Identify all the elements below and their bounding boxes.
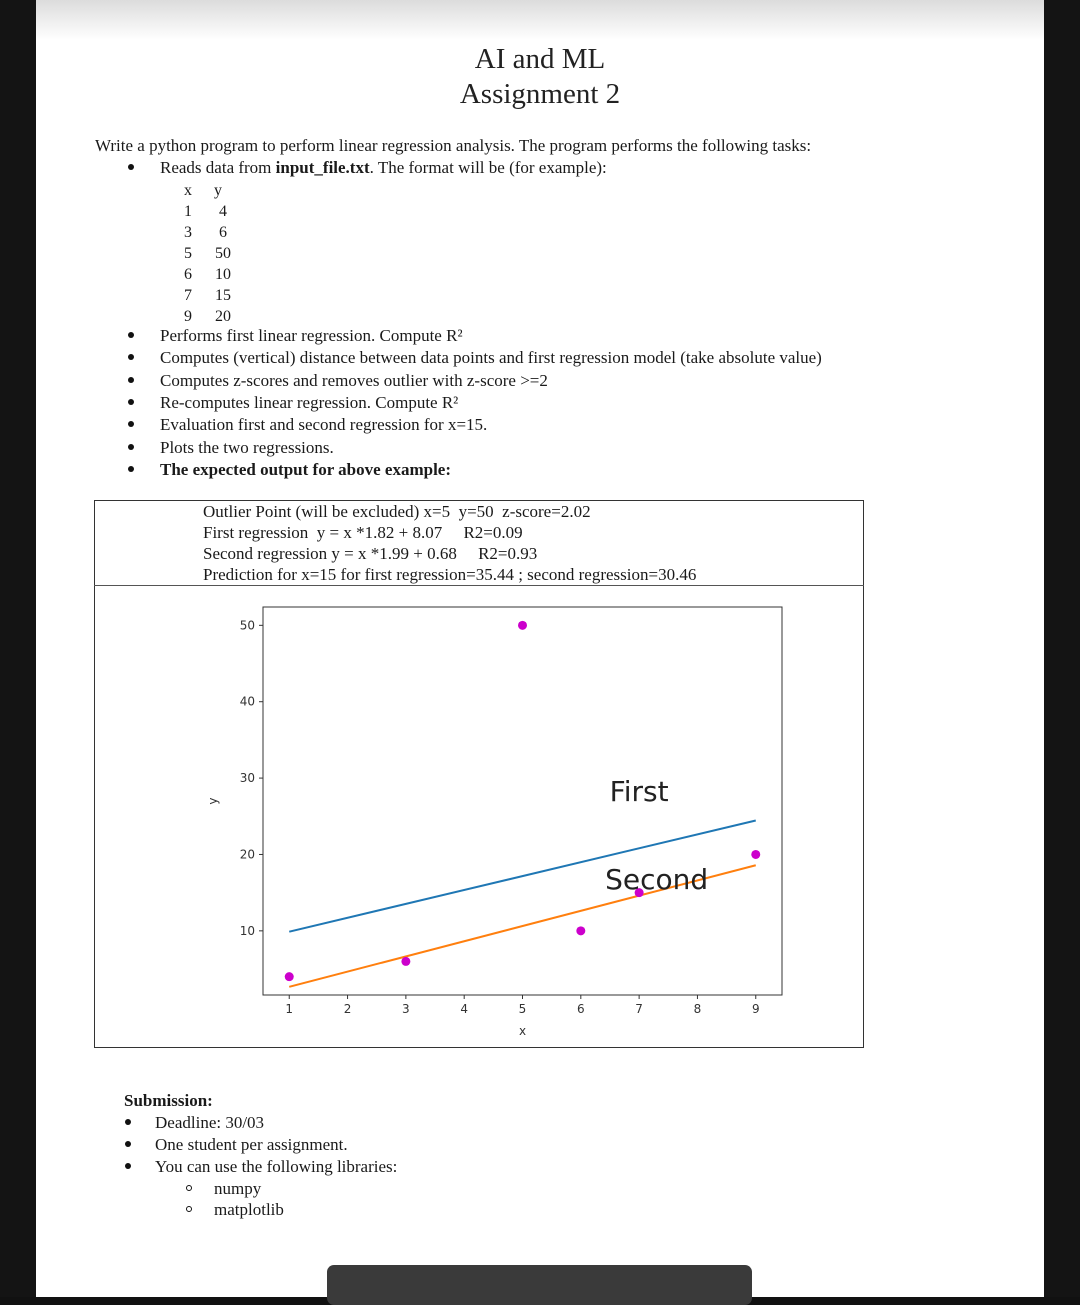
y-tick-label: 10 xyxy=(239,923,255,938)
submission-title: Submission: xyxy=(124,1091,213,1110)
task-item: Computes z-scores and removes outlier with z-score >=2 xyxy=(160,370,548,390)
task-item: Computes (vertical) distance between data points and first regression model (take absolute value) xyxy=(160,348,822,368)
y-tick-label: 40 xyxy=(239,694,255,709)
sample-y-value: 10 xyxy=(215,266,231,283)
x-tick-label: 7 xyxy=(635,1002,643,1016)
plot-area xyxy=(263,607,782,995)
y-tick-label: 20 xyxy=(239,847,255,862)
sample-x-value: 9 xyxy=(184,308,192,325)
bullet-dot xyxy=(125,1163,131,1169)
input-filename: input_file.txt xyxy=(275,158,370,177)
sample-y-value: 50 xyxy=(215,245,231,262)
task-item: Evaluation first and second regression for x=15. xyxy=(160,415,488,435)
submission-item: You can use the following libraries: xyxy=(155,1157,398,1176)
read-data-item: Reads data from input_file.txt. The format will be (for example): xyxy=(160,158,607,177)
viewer-bottom-toolbar[interactable] xyxy=(327,1265,752,1305)
annotation-label: First xyxy=(609,775,669,808)
y-tick-label: 30 xyxy=(239,771,255,786)
regression-lines xyxy=(289,820,756,986)
data-points xyxy=(285,621,761,981)
intro-paragraph: Write a python program to perform linear regression analysis. The program performs the following tasks: xyxy=(95,136,812,155)
sample-x-value: 5 xyxy=(184,245,192,262)
task-item: Plots the two regressions. xyxy=(160,437,334,457)
submission-item: Deadline: 30/03 xyxy=(155,1113,265,1132)
x-tick-label: 9 xyxy=(751,1002,760,1016)
data-point xyxy=(401,957,410,966)
x-tick-label: 3 xyxy=(402,1002,410,1016)
y-tick-label: 50 xyxy=(239,618,255,633)
bullet-dot xyxy=(125,1119,131,1125)
axis-ticks xyxy=(240,618,760,1016)
sub-bullet-circle xyxy=(186,1185,192,1191)
annotation-label: Second xyxy=(605,862,709,896)
sample-x-value: 6 xyxy=(184,266,192,283)
output-line: First regression y = x *1.82 + 8.07 R2=0.09 xyxy=(203,523,523,542)
task-item: Performs first linear regression. Compute R² xyxy=(160,326,463,345)
x-tick-label: 4 xyxy=(460,1002,469,1016)
x-tick-label: 6 xyxy=(576,1002,585,1016)
x-tick-label: 8 xyxy=(693,1002,702,1016)
x-tick-label: 5 xyxy=(518,1002,527,1016)
document-title-line2: Assignment 2 xyxy=(459,78,621,110)
x-axis-label: x xyxy=(518,1024,527,1038)
sample-header-y: y xyxy=(214,182,222,199)
submission-item: One student per assignment. xyxy=(155,1135,348,1154)
data-point xyxy=(751,850,760,859)
sample-y-value: 4 xyxy=(219,203,227,220)
x-tick-label: 2 xyxy=(343,1002,352,1016)
y-axis-label: y xyxy=(206,797,220,805)
sample-y-value: 20 xyxy=(215,308,231,325)
sub-bullet-circle xyxy=(186,1206,192,1212)
x-tick-label: 1 xyxy=(285,1002,294,1016)
data-point xyxy=(285,972,294,981)
bullet-dot xyxy=(125,1141,131,1147)
task-item: Re-computes linear regression. Compute R² xyxy=(160,392,459,412)
sample-x-value: 7 xyxy=(184,287,192,304)
output-line: Second regression y = x *1.99 + 0.68 R2=0.93 xyxy=(203,544,538,563)
output-line: Outlier Point (will be excluded) x=5 y=50 z-score=2.02 xyxy=(203,502,591,521)
expected-output-label: The expected output for above example: xyxy=(160,460,452,479)
data-point xyxy=(518,621,527,630)
document-title-line1: AI and ML xyxy=(474,43,606,75)
library-item: numpy xyxy=(214,1179,262,1198)
output-line: Prediction for x=15 for first regression=35.44 ; second regression=30.46 xyxy=(203,565,697,584)
library-item: matplotlib xyxy=(214,1200,284,1219)
sample-x-value: 3 xyxy=(184,224,192,241)
sample-header-x: x xyxy=(184,182,192,199)
sample-y-value: 6 xyxy=(219,224,227,241)
sample-y-value: 15 xyxy=(215,287,231,304)
sample-x-value: 1 xyxy=(184,203,192,220)
data-point xyxy=(576,926,585,935)
